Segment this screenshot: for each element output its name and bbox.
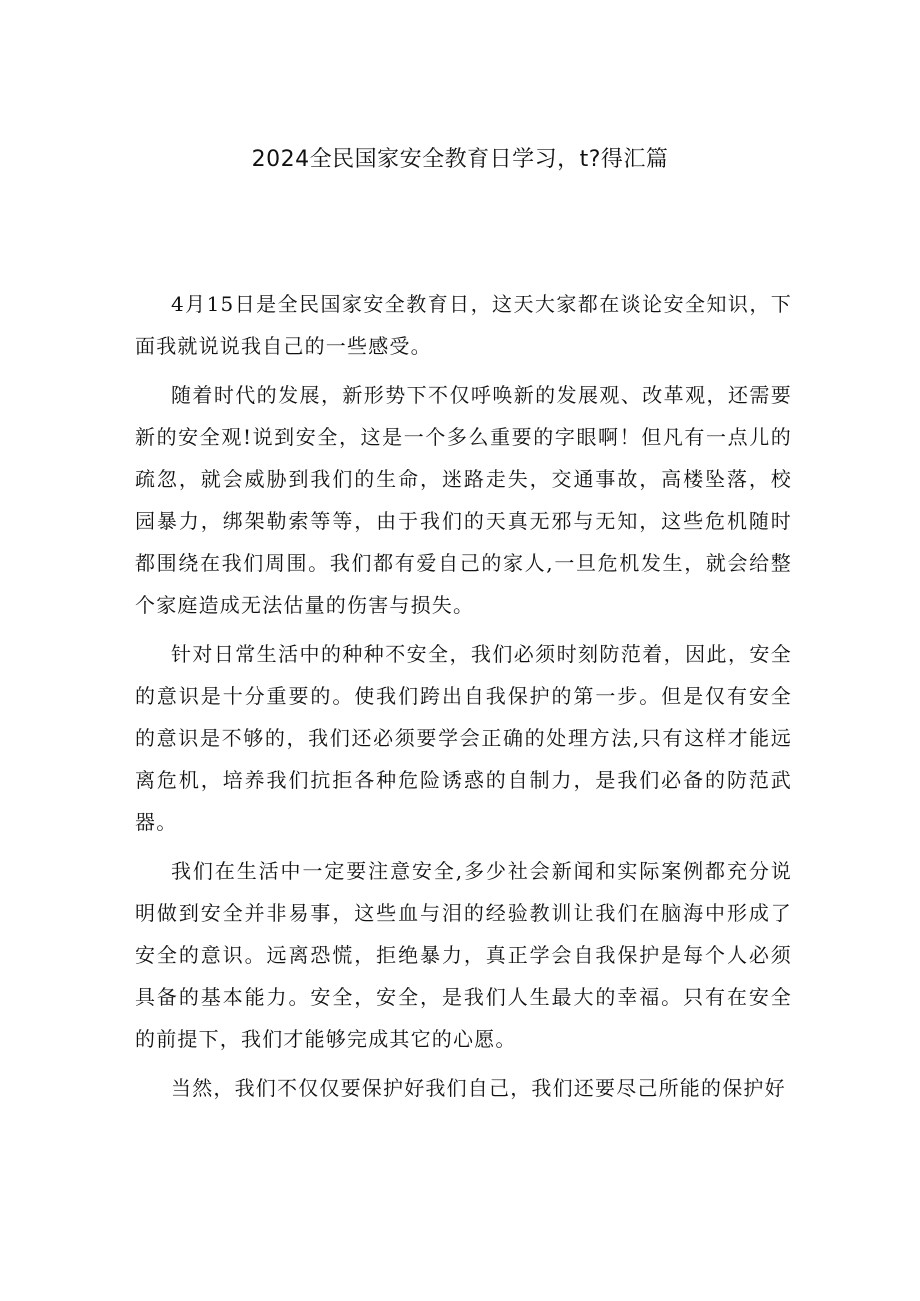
paragraph-4: 我们在生活中一定要注意安全,多少社会新闻和实际案例都充分说明做到安全并非易事，这些血与泪的经验教训让我们在脑海中形成了安全的意识。远离恐慌，拒绝暴力，真正学会自我保护是每个人必须具备的基本能力。安全，安全，是我们人生最大的幸福。只有在安全的前提下，我们才能够完成其它的心愿。 xyxy=(135,859,792,1051)
paragraph-1: 4月15日是全民国家安全教育日，这天大家都在谈论安全知识，下面我就说说我自己的一些感受。 xyxy=(135,292,792,358)
paragraph-5: 当然，我们不仅仅要保护好我们自己，我们还要尽己所能的保护好 xyxy=(171,1076,786,1100)
paragraph-2: 随着时代的发展，新形势下不仅呼唤新的发展观、改革观，还需要新的安全观!说到安全，这是一个多么重要的字眼啊！但凡有一点儿的疏忽，就会威胁到我们的生命，迷路走失，交通事故，高楼坠落，校园暴力，绑架勒索等等，由于我们的天真无邪与无知，这些危机随时都围绕在我们周围。我们都有爱自己的家人,一旦危机发生，就会给整个家庭造成无法估量的伤害与损失。 xyxy=(135,383,792,617)
document-body xyxy=(135,283,792,1116)
document-title: 2024全民国家安全教育日学习，t?得汇篇 xyxy=(251,147,669,172)
paragraph-3: 针对日常生活中的种种不安全，我们必须时刻防范着，因此，安全的意识是十分重要的。使我们跨出自我保护的第一步。但是仅有安全的意识是不够的，我们还必须要学会正确的处理方法,只有这样才能远离危机，培养我们抗拒各种危险诱惑的自制力，是我们必备的防范武器。 xyxy=(135,642,792,834)
